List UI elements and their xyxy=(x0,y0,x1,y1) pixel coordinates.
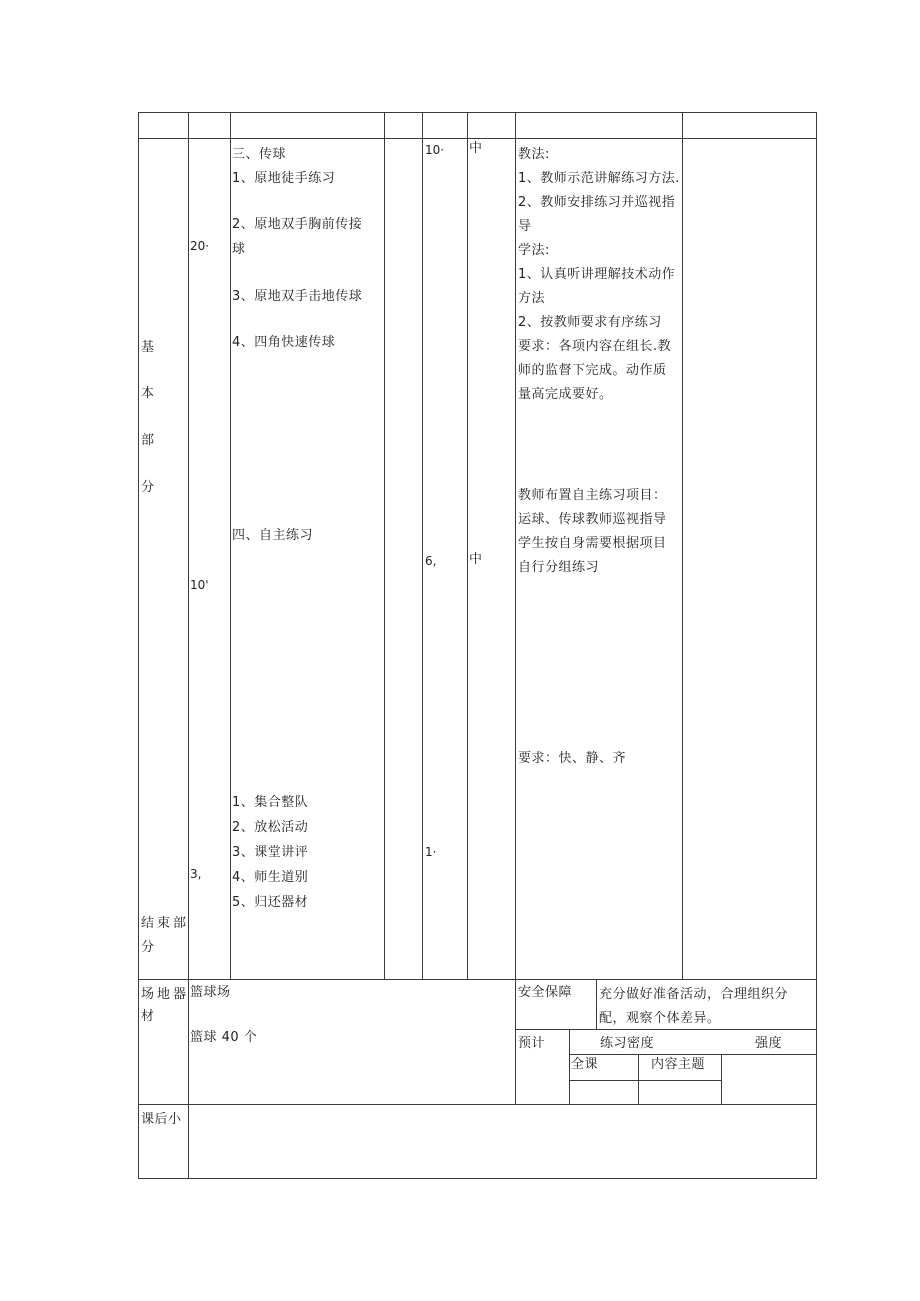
self-practice-requirement: 要求：快、静、齐 xyxy=(518,751,627,766)
method-line: 1、教师示范讲解练习方法. xyxy=(518,171,680,186)
method-line: 要求：各项内容在组长.教 xyxy=(518,339,672,354)
summary-content-area[interactable] xyxy=(189,1105,816,1178)
passing-item: 2、原地双手胸前传接 xyxy=(232,217,363,232)
self-practice-intensity: 中 xyxy=(469,552,483,567)
equipment: 篮球 40 个 xyxy=(190,1030,258,1045)
method-line: 学生按自身需要根据项目 xyxy=(518,536,667,551)
rule xyxy=(138,979,817,980)
passing-method xyxy=(518,143,680,407)
section-label-basic-char: 本 xyxy=(141,386,155,401)
method-line: 自行分组练习 xyxy=(518,560,600,575)
ending-item: 2、放松活动 xyxy=(232,820,309,835)
rule xyxy=(138,1178,817,1179)
safety-label: 安全保障 xyxy=(518,985,573,1000)
method-line: 量高完成要好。 xyxy=(518,387,613,402)
passing-title: 三、传球 xyxy=(232,147,287,162)
rule xyxy=(682,112,683,979)
rule xyxy=(467,112,468,979)
method-line: 2、按教师要求有序练习 xyxy=(518,315,662,330)
self-practice-title: 四、自主练习 xyxy=(232,528,314,543)
passing-item: 1、原地徒手练习 xyxy=(232,171,336,186)
rule xyxy=(569,1029,570,1104)
ending-item: 4、师生道别 xyxy=(232,870,309,885)
rule xyxy=(638,1054,639,1104)
venue-label: 材 xyxy=(141,1009,155,1024)
passing-intensity: 中 xyxy=(469,141,483,156)
method-line: 运球、传球教师巡视指导 xyxy=(518,512,667,527)
intensity-label: 强度 xyxy=(755,1036,783,1051)
rule xyxy=(721,1054,722,1104)
passing-count: 10· xyxy=(425,143,445,157)
rule xyxy=(230,112,231,979)
method-line: 导 xyxy=(518,219,532,234)
rule xyxy=(596,979,597,1029)
venue-name: 篮球场 xyxy=(190,985,231,1000)
safety-text xyxy=(599,983,788,1031)
method-line: 学法: xyxy=(518,243,550,258)
method-line: 2、教师安排练习并巡视指 xyxy=(518,195,676,210)
rule xyxy=(422,112,423,979)
density-label: 练习密度 xyxy=(600,1036,655,1051)
self-practice-count: 6, xyxy=(425,554,437,568)
rule xyxy=(138,112,139,1179)
rule xyxy=(384,112,385,979)
method-line: 师的监督下完成。动作质 xyxy=(518,363,667,378)
section-label-ending: 结束部 xyxy=(141,916,190,931)
content-topic-label: 内容主题 xyxy=(651,1057,706,1072)
ending-count: 1· xyxy=(425,845,437,859)
ending-time: 3, xyxy=(190,867,202,881)
whole-class-label: 全课 xyxy=(571,1057,599,1072)
ending-item: 3、课堂讲评 xyxy=(232,845,309,860)
rule xyxy=(138,112,817,113)
section-label-basic-char: 分 xyxy=(141,480,155,495)
safety-line: 充分做好准备活动，合理组织分 xyxy=(599,987,789,1002)
section-label-basic-char: 部 xyxy=(141,433,155,448)
estimate-label: 预计 xyxy=(518,1036,546,1051)
method-line: 方法 xyxy=(518,291,546,306)
passing-item: 4、四角快速传球 xyxy=(232,335,336,350)
self-practice-method xyxy=(518,484,667,580)
ending-item: 1、集合整队 xyxy=(232,795,309,810)
ending-item: 5、归还器材 xyxy=(232,895,309,910)
self-practice-time: 10' xyxy=(190,578,209,592)
rule xyxy=(188,112,189,1104)
rule xyxy=(816,112,817,1179)
method-line: 教师布置自主练习项目： xyxy=(518,488,667,503)
passing-item: 球 xyxy=(232,242,246,257)
summary-label: 课后小 xyxy=(141,1112,182,1127)
section-label-ending: 分 xyxy=(141,940,155,955)
method-line: 1、认真听讲理解技术动作 xyxy=(518,267,676,282)
rule xyxy=(569,1080,721,1081)
ending-items xyxy=(232,790,308,915)
rule xyxy=(515,112,516,1104)
venue-label: 场地器 xyxy=(141,987,190,1002)
method-line: 教法: xyxy=(518,147,550,162)
section-label-basic-char: 基 xyxy=(141,340,155,355)
passing-time: 20· xyxy=(190,239,210,253)
safety-line: 配，观察个体差异。 xyxy=(599,1011,721,1026)
passing-item: 3、原地双手击地传球 xyxy=(232,289,363,304)
